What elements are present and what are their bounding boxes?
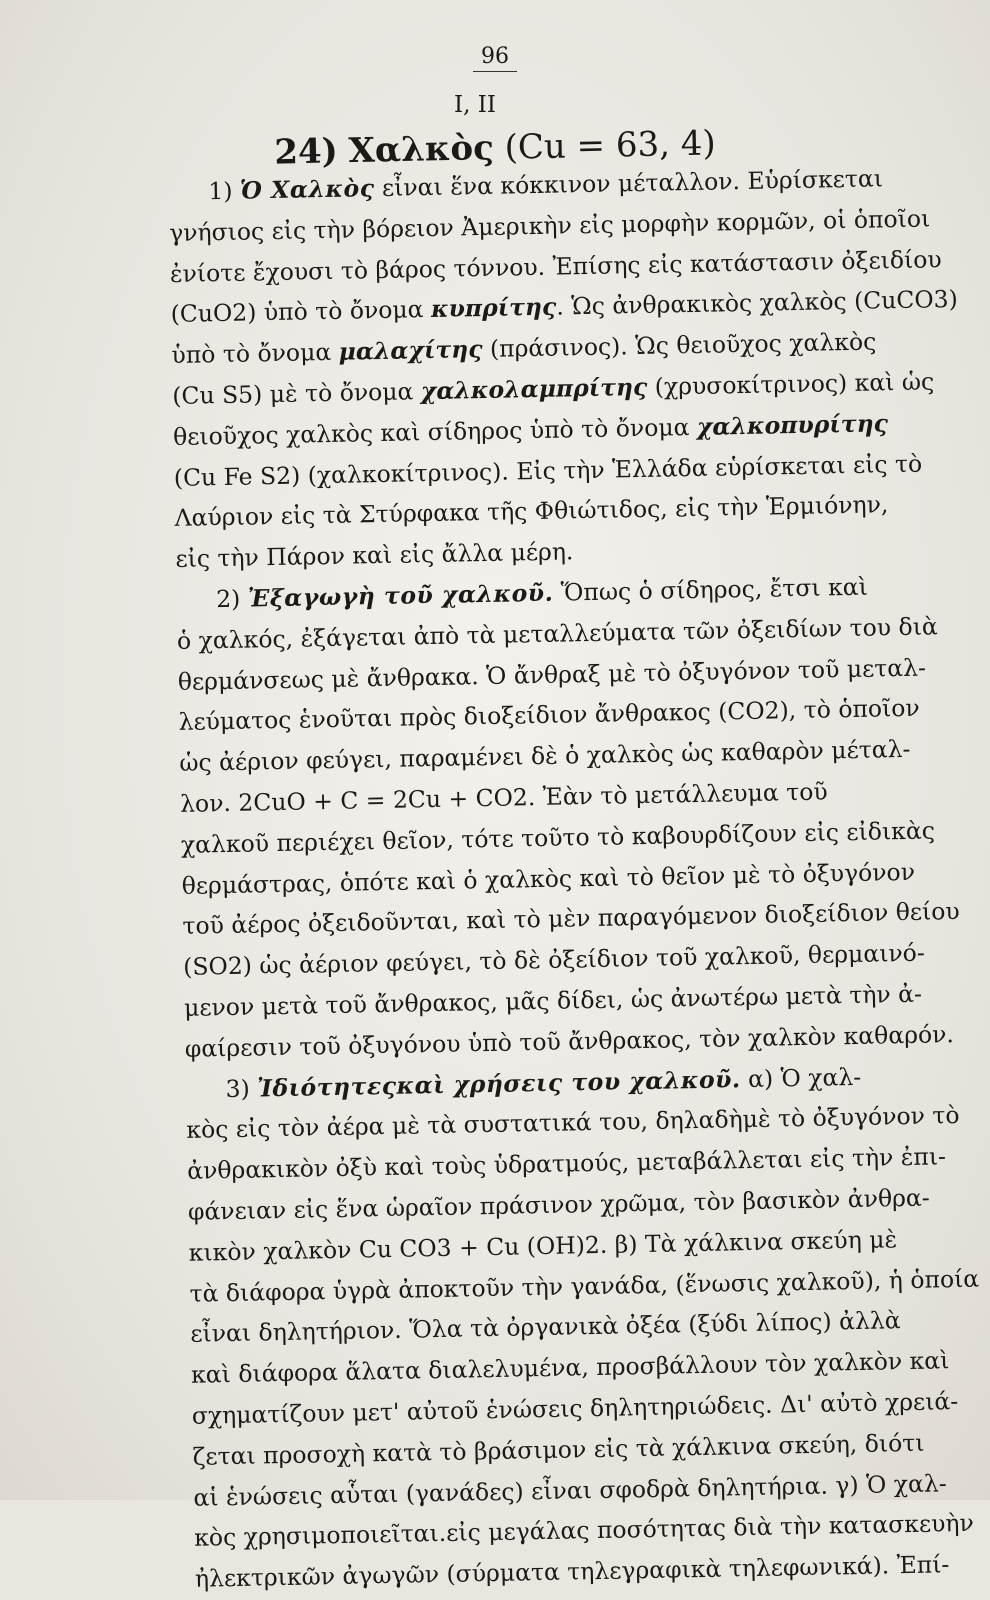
text-line: ἀνθρακικὸν ὀξὺ καὶ τοὺς ὑδρατμούς, μεταβάλλεται εἰς τὴν ἐπι-: [186, 1142, 947, 1185]
text-line: ἐνίοτε ἔχουσι τὸ βάρος τόννου. Ἐπίσης εἰς κατάστασιν ὀξειδίου: [169, 244, 942, 288]
emphasis: χαλκοπυρίτης: [696, 409, 889, 441]
emphasis: κυπρίτης: [430, 292, 557, 324]
text-line: (CuO2) ὑπὸ τὸ ὄνομα κυπρίτης. Ὡς ἀνθρακικὸς χαλκὸς (CuCO3): [170, 285, 958, 329]
emphasis: Ὁ Χαλκὸς: [239, 174, 375, 205]
section-formula: (Cu = 63, 4): [504, 123, 717, 168]
text-line: καὶ διάφορα ἅλατα διαλελυμένα, προσβάλλουν τὸν χαλκὸν καὶ: [190, 1346, 950, 1389]
text-line: κικὸν χαλκὸν Cu CO3 + Cu (OH)2. β) Τὰ χάλκινα σκεύη μὲ: [188, 1224, 898, 1267]
emphasis: Ἰδιότητεςκαὶ χρήσεις του χαλκοῦ.: [256, 1064, 741, 1102]
text-line: κὸς χρησιμοποιεῖται.εἰς μεγάλας ποσότητας διὰ τὴν κατασκευὴν: [193, 1509, 975, 1553]
text-line: ζεται προσοχὴ κατὰ τὸ βράσιμον εἰς τὰ χάλκινα σκεύη, διότι: [192, 1428, 925, 1471]
emphasis: χαλκολαμπρίτης: [420, 372, 648, 406]
text-line: σχηματίζουν μετ' αὐτοῦ ἑνώσεις δηλητηριώδεις. Δι' αὐτὸ χρειά-: [191, 1386, 959, 1430]
text-line: τοῦ ἀέρος ὀξειδοῦνται, καὶ τὸ μὲν παραγόμενον διοξείδιον θείου: [182, 897, 960, 941]
text-line: (Cu Fe S2) (χαλκοκίτρινος). Εἰς τὴν Ἑλλάδα εὑρίσκεται εἰς τὸ: [173, 449, 923, 492]
section-marker: I, II: [454, 92, 496, 118]
text-line: φαίρεσιν τοῦ ὀξυγόνου ὑπὸ τοῦ ἄνθρακος, τὸν χαλκὸν καθαρόν.: [184, 1019, 955, 1063]
text-line: φάνειαν εἰς ἕνα ὡραῖον πράσινον χρῶμα, τὸν βασικὸν ἀνθρα-: [187, 1183, 930, 1226]
text-line: θειοῦχος χαλκὸς καὶ σίδηρος ὑπὸ τὸ ὄνομα χαλκοπυρίτης: [172, 409, 889, 451]
text-line: λεύματος ἑνοῦται πρὸς διοξείδιον ἄνθρακος (CO2), τὸ ὁποῖον: [178, 694, 920, 737]
text-line: ὁ χαλκός, ἐξάγεται ἀπὸ τὰ μεταλλεύματα τῶν ὀξειδίων του διὰ: [176, 612, 939, 655]
text-line: 3) Ἰδιότητεςκαὶ χρήσεις του χαλκοῦ. α) Ὁ χαλ-: [225, 1062, 862, 1103]
text-line: εἶναι δηλητήριον. Ὅλα τὰ ὀργανικὰ ὀξέα (ξύδι λίπος) ἀλλὰ: [190, 1306, 901, 1349]
page-number: 96: [0, 44, 990, 69]
text-line: ὑπὸ τὸ ὄνομα μαλαχίτης (πράσινος). Ὡς θειοῦχος χαλκὸς: [171, 327, 877, 370]
text-line: (Cu S5) μὲ τὸ ὄνομα χαλκολαμπρίτης (χρυσοκίτρινος) καὶ ὡς: [172, 367, 935, 410]
text-line: λον. 2CuO + C = 2Cu + CO2. Ἐὰν τὸ μετάλλευμα τοῦ: [179, 777, 828, 818]
text-line: ἠλεκτρικῶν ἀγωγῶν (σύρματα τηλεγραφικὰ τηλεφωνικά). Ἐπί-: [194, 1550, 950, 1593]
text-line: θερμάνσεως μὲ ἄνθρακα. Ὁ ἄνθραξ μὲ τὸ ὀξυγόνον τοῦ μεταλ-: [177, 653, 927, 696]
text-line: 2) Ἐξαγωγὴ τοῦ χαλκοῦ. Ὅπως ὁ σίδηρος, ἔτσι καὶ: [215, 572, 869, 614]
text-line: κὸς εἰς τὸν ἀέρα μὲ τὰ συστατικά του, δηλαδὴμὲ τὸ ὀξυγόνον τὸ: [186, 1101, 960, 1145]
text-line: μενον μετὰ τοῦ ἄνθρακος, μᾶς δίδει, ὡς ἀνωτέρω μετὰ τὴν ἀ-: [183, 979, 923, 1022]
text-line: θερμάστρας, ὁπότε καὶ ὁ χαλκὸς καὶ τὸ θεῖον μὲ τὸ ὀξυγόνον: [181, 857, 916, 900]
text-line: εἰς τὴν Πάρον καὶ εἰς ἄλλα μέρη.: [175, 537, 574, 574]
emphasis: μαλαχίτης: [338, 335, 483, 366]
section-number: 24): [273, 131, 339, 173]
text-line: ὡς ἀέριον φεύγει, παραμένει δὲ ὁ χαλκὸς ὡς καθαρὸν μέταλ-: [179, 735, 911, 778]
emphasis: Ἐξαγωγὴ τοῦ χαλκοῦ.: [247, 578, 554, 613]
text-line: 1) Ὁ Χαλκὸς εἶναι ἕνα κόκκινον μέταλλον. Εὑρίσκεται: [208, 164, 884, 206]
section-name: Χαλκὸς: [348, 128, 495, 172]
text-line: χαλκοῦ περιέχει θεῖον, τότε τοῦτο τὸ καβουρδίζουν εἰς εἰδικὰς: [180, 816, 936, 859]
text-line: Λαύριον εἰς τὰ Στύρφακα τῆς Φθιώτιδος, εἰς τὴν Ἑρμιόνην,: [174, 490, 889, 533]
text-line: (SO2) ὡς ἀέριον φεύγει, τὸ δὲ ὀξείδιον τοῦ χαλκοῦ, θερμαινό-: [182, 938, 926, 981]
body-text: [168, 157, 980, 1600]
text-line: γνήσιος εἰς τὴν βόρειον Ἀμερικὴν εἰς μορφὴν κορμῶν, οἱ ὁποῖοι: [168, 204, 931, 247]
text-line: αἱ ἑνώσεις αὗται (γανάδες) εἶναι σφοδρὰ δηλητήρια. γ) Ὁ χαλ-: [193, 1468, 947, 1512]
text-line: τὰ διάφορα ὑγρὰ ἀποκτοῦν τὴν γανάδα, (ἕνωσις χαλκοῦ), ἡ ὁποία: [189, 1264, 980, 1308]
